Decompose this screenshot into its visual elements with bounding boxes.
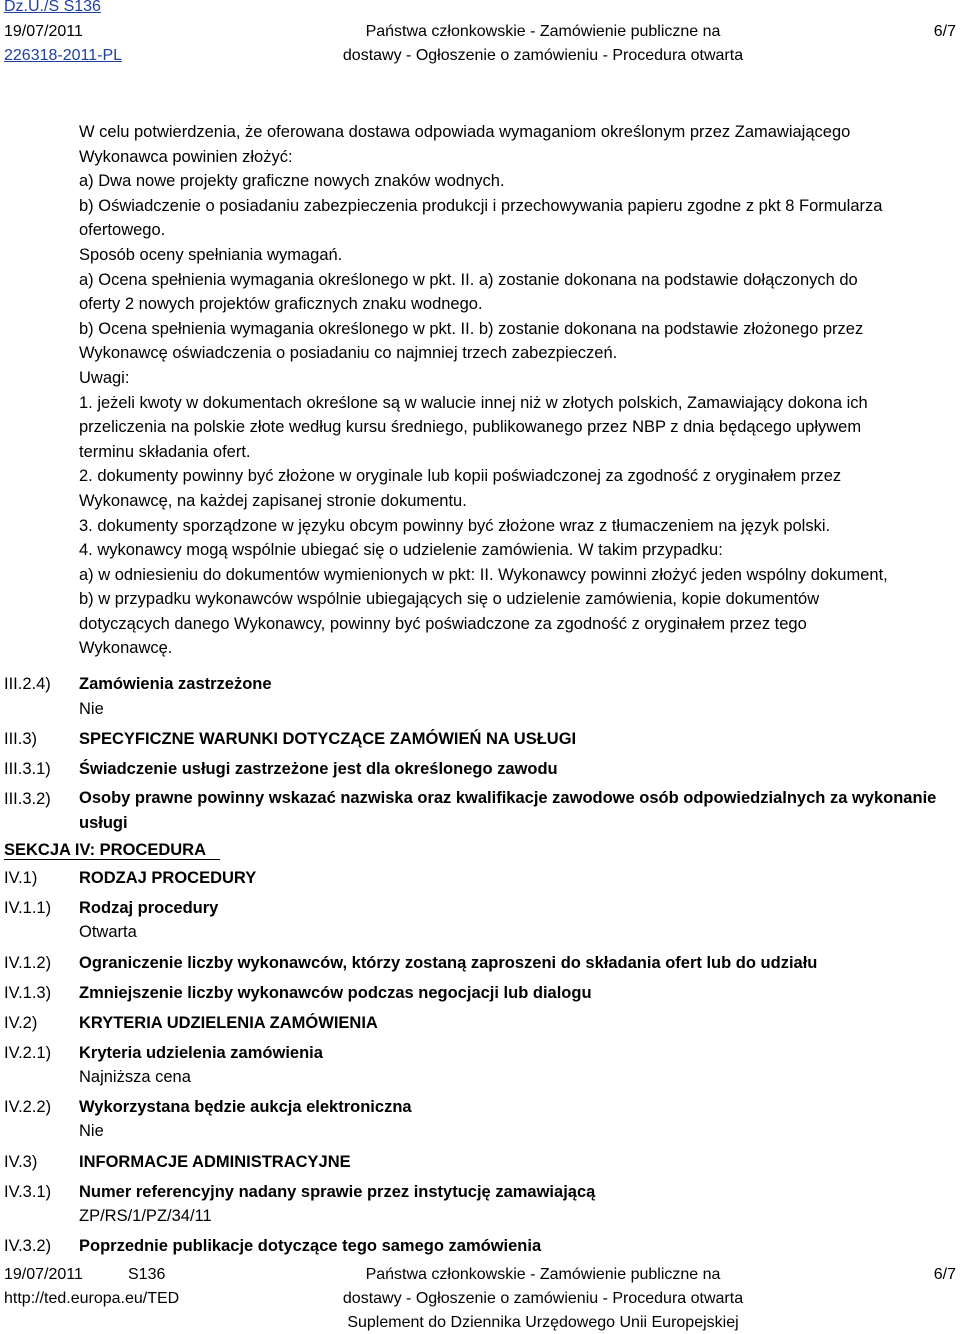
section-value-award-criteria: Najniższa cena [79, 1068, 191, 1086]
paragraph-line: 2. dokumenty powinny być złożone w oryginale lub kopii poświadczonej za zgodność z oryginałem przez [79, 467, 842, 486]
section-title-staff-qualifications: Osoby prawne powinny wskazać nazwiska oraz kwalifikacje zawodowe osób odpowiedzialnych za wykonanie usługi [79, 789, 937, 832]
section-iv-underline [4, 859, 220, 860]
section-value-reference-number: ZP/RS/1/PZ/34/11 [79, 1207, 212, 1225]
paragraph-line: Wykonawcę. [79, 639, 173, 658]
section-title-electronic-auction: Wykorzystana będzie aukcja elektroniczna [79, 1098, 412, 1116]
section-title-previous-publications: Poprzednie publikacje dotyczące tego samego zamówienia [79, 1237, 542, 1255]
paragraph-line: przeliczenia na polskie złote według kursu średniego, publikowanego przez NBP z dnia będącego upływem [79, 418, 862, 437]
section-code-iv-1-3: IV.1.3) [4, 984, 52, 1002]
paragraph-line: b) Oświadczenie o posiadaniu zabezpieczenia produkcji i przechowywania papieru zgodne z pkt 8 Formularza [79, 196, 883, 215]
notice-id-link[interactable]: 226318-2011-PL [4, 47, 123, 64]
section-title-reference-number: Numer referencyjny nadany sprawie przez instytucję zamawiającą [79, 1183, 596, 1201]
journal-ref-link[interactable]: Dz.U./S S136 [4, 0, 101, 15]
paragraph-line: terminu składania ofert. [79, 442, 251, 461]
section-code-iv-2-2: IV.2.2) [4, 1098, 52, 1116]
section-code-iii-3: III.3) [4, 730, 38, 748]
header-page-number: 6/7 [933, 23, 956, 40]
section-title-reduce-operators: Zmniejszenie liczby wykonawców podczas negocjacji lub dialogu [79, 984, 592, 1002]
footer-title-line2: dostawy - Ogłoszenie o zamówieniu - Procedura otwarta [342, 1290, 744, 1307]
section-code-iii-3-2: III.3.2) [4, 790, 51, 808]
section-title-procedure-type: RODZAJ PROCEDURY [79, 869, 257, 887]
section-code-iv-2-1: IV.2.1) [4, 1044, 52, 1062]
section-code-iv-3: IV.3) [4, 1153, 38, 1171]
footer-date: 19/07/2011 [4, 1266, 83, 1283]
paragraph-line: b) w przypadku wykonawców wspólnie ubiegających się o udzielenie zamówienia, kopie dokumentów [79, 590, 820, 609]
section-value-reserved-contracts: Nie [79, 700, 104, 718]
section-title-award-criteria: KRYTERIA UDZIELENIA ZAMÓWIENIA [79, 1014, 378, 1032]
footer-issue: S136 [128, 1266, 166, 1283]
paragraph-line: 1. jeżeli kwoty w dokumentach określone są w walucie innej niż w złotych polskich, Zamawiający dokona ich [79, 393, 868, 412]
section-title-procedure-kind: Rodzaj procedury [79, 899, 219, 917]
header-title-line1: Państwa członkowskie - Zamówienie publiczne na [365, 23, 721, 40]
footer-page-number: 6/7 [933, 1266, 956, 1283]
paragraph-line: Uwagi: [79, 368, 130, 387]
paragraph-line: W celu potwierdzenia, że oferowana dostawa odpowiada wymaganiom określonym przez Zamawiającego [79, 123, 851, 141]
paragraph-line: 3. dokumenty sporządzone w języku obcym powinny być złożone wraz z tłumaczeniem na język polski. [79, 516, 831, 535]
footer-title-line3: Suplement do Dziennika Urzędowego Unii Europejskiej [347, 1314, 739, 1331]
section-code-iii-2-4: III.2.4) [4, 675, 51, 693]
paragraph-line: a) Dwa nowe projekty graficzne nowych znaków wodnych. [79, 172, 505, 191]
section-code-iv-3-1: IV.3.1) [4, 1183, 52, 1201]
section-title-administrative-info: INFORMACJE ADMINISTRACYJNE [79, 1153, 351, 1171]
footer-url[interactable]: http://ted.europa.eu/TED [4, 1290, 180, 1307]
requirements-paragraph [79, 120, 949, 661]
header-title-line2: dostawy - Ogłoszenie o zamówieniu - Procedura otwarta [342, 47, 744, 64]
section-title-reserved-contracts: Zamówienia zastrzeżone [79, 675, 272, 693]
section-value-procedure-kind: Otwarta [79, 923, 137, 941]
section-title-award-criteria-detail: Kryteria udzielenia zamówienia [79, 1044, 323, 1062]
section-title-service-conditions: SPECYFICZNE WARUNKI DOTYCZĄCE ZAMÓWIEŃ NA USŁUGI [79, 730, 577, 748]
paragraph-line: 4. wykonawcy mogą wspólnie ubiegać się o udzielenie zamówienia. W takim przypadku: [79, 541, 723, 560]
section-code-iv-1: IV.1) [4, 869, 38, 887]
section-code-iv-1-2: IV.1.2) [4, 954, 52, 972]
paragraph-line: Wykonawca powinien złożyć: [79, 147, 293, 166]
paragraph-line: b) Ocena spełnienia wymagania określonego w pkt. II. b) zostanie dokonana na podstawie złożonego przez [79, 319, 864, 338]
section-title-reserved-profession: Świadczenie usługi zastrzeżone jest dla określonego zawodu [79, 760, 558, 778]
paragraph-line: dotyczących danego Wykonawcy, powinny być poświadczone za zgodność z oryginałem przez tego [79, 614, 807, 633]
section-code-iv-1-1: IV.1.1) [4, 899, 52, 917]
section-title-limit-operators: Ograniczenie liczby wykonawców, którzy zostaną zaproszeni do składania ofert lub do udziału [79, 954, 818, 972]
paragraph-line: Wykonawcę oświadczenia o posiadaniu co najmniej trzech zabezpieczeń. [79, 344, 618, 363]
footer-title-line1: Państwa członkowskie - Zamówienie publiczne na [365, 1266, 721, 1283]
section-iv-heading: SEKCJA IV: PROCEDURA [4, 841, 207, 859]
paragraph-line: Wykonawcę, na każdej zapisanej stronie dokumentu. [79, 491, 467, 510]
section-code-iv-3-2: IV.3.2) [4, 1237, 52, 1255]
paragraph-line: a) Ocena spełnienia wymagania określonego w pkt. II. a) zostanie dokonana na podstawie dołączonych do [79, 270, 858, 289]
paragraph-line: Sposób oceny spełniania wymagań. [79, 245, 343, 264]
paragraph-line: a) w odniesieniu do dokumentów wymienionych w pkt: II. Wykonawcy powinni złożyć jeden wspólny dokument, [79, 565, 888, 584]
section-code-iii-3-1: III.3.1) [4, 760, 51, 778]
paragraph-line: oferty 2 nowych projektów graficznych znaku wodnego. [79, 295, 483, 314]
section-code-iv-2: IV.2) [4, 1014, 38, 1032]
section-value-electronic-auction: Nie [79, 1122, 104, 1140]
paragraph-line: ofertowego. [79, 221, 166, 240]
header-date: 19/07/2011 [4, 23, 83, 40]
